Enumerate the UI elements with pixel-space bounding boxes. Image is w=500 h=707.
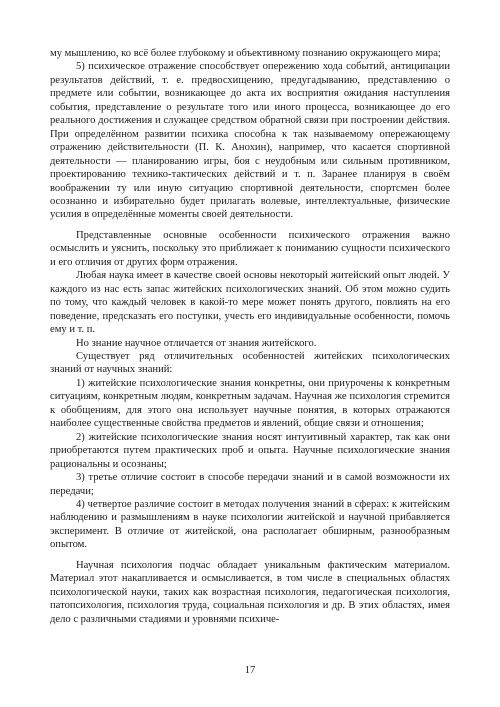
- paragraph-summary: Представленные основные особенности психического отражения важно осмыслить и уяснить, поскольку это приближает к пониманию сущности психического и его отличия от других форм отражения.: [50, 229, 450, 268]
- page-body: [50, 47, 450, 626]
- list-item-2: 2) житейские психологические знания носят интуитивный характер, так как они приобретаются путем практических проб и опыта. Научные психологические знания рациональны и осознаны;: [50, 431, 450, 470]
- paragraph-scientific-psychology: Научная психология подчас обладает уникальным фактическим материалом. Материал этот накапливается и осмысливается, в том числе в специальных областях психологической науки, таких как возрастная психология, педагогическая психология, патопсихология, психология труда, социальная психология и др. В этих областях, имея дело с различными стадиями и уровнями психиче-: [50, 559, 450, 625]
- paragraph-differences-intro: Существует ряд отличительных особенностей житейских психологических знаний от научных знаний:: [50, 350, 450, 376]
- list-item-1: 1) житейские психологические знания конкретны, они приурочены к конкретным ситуациям, конкретным людям, конкретным задачам. Научная же психология стремится к обобщениям, для этого она использует научные понятия, в которых отражаются наиболее существенные свойства предметов и явлений, общие связи и отношения;: [50, 377, 450, 430]
- list-item-3: 3) третье отличие состоит в способе передачи знаний и в самой возможности их передачи;: [50, 472, 450, 497]
- paragraph-scientific-knowledge: Но знание научное отличается от знания житейского.: [76, 337, 317, 349]
- paragraph-everyday-experience: Любая наука имеет в качестве своей основы некоторый житейский опыт людей. У каждого из нас есть запас житейских психологических знаний. Об этом можно судить по тому, что каждый человек в какой-то мере может понять другого, повлиять на его поведение, предсказать его поступки, учесть его индивидуальные особенности, помочь ему и т. п.: [50, 270, 450, 336]
- paragraph-item-5: 5) психическое отражение способствует опережению хода событий, антиципации результатов действий, т. е. предвосхищению, предугадыванию, представлению о предмете или событии, возникающее до акта их восприятия ожидания наступления события, представление о результате того или иного процесса, возникающее до его реального достижения и служащее средством обратной связи при построении действия. При определённом развитии психика способна к так называемому опережающему отражению действительности (П. К. Анохин), например, что касается спортивной деятельности — планированию игры, боя с неудобным или сильным противником, проектированию технико-тактических действий и т. п. Заранее планируя в своём воображении ту или иную ситуацию спортивной деятельности, спортсмен более осознанно и избирательно будет прилагать волевые, интеллектуальные, физические усилия в определённые моменты своей деятельности.: [50, 61, 450, 221]
- page-number: 17: [244, 665, 256, 676]
- list-item-4: 4) четвертое различие состоит в методах получения знаний в сферах: к житейским наблюдению и размышлениям в науке психологии житейской и научной прибавляется эксперимент. В отличие от житейской, она располагает обширным, разнообразным опытом.: [50, 498, 450, 551]
- paragraph-continuation: му мышлению, ко всё более глубокому и объективному познанию окружающего мира;: [50, 48, 441, 59]
